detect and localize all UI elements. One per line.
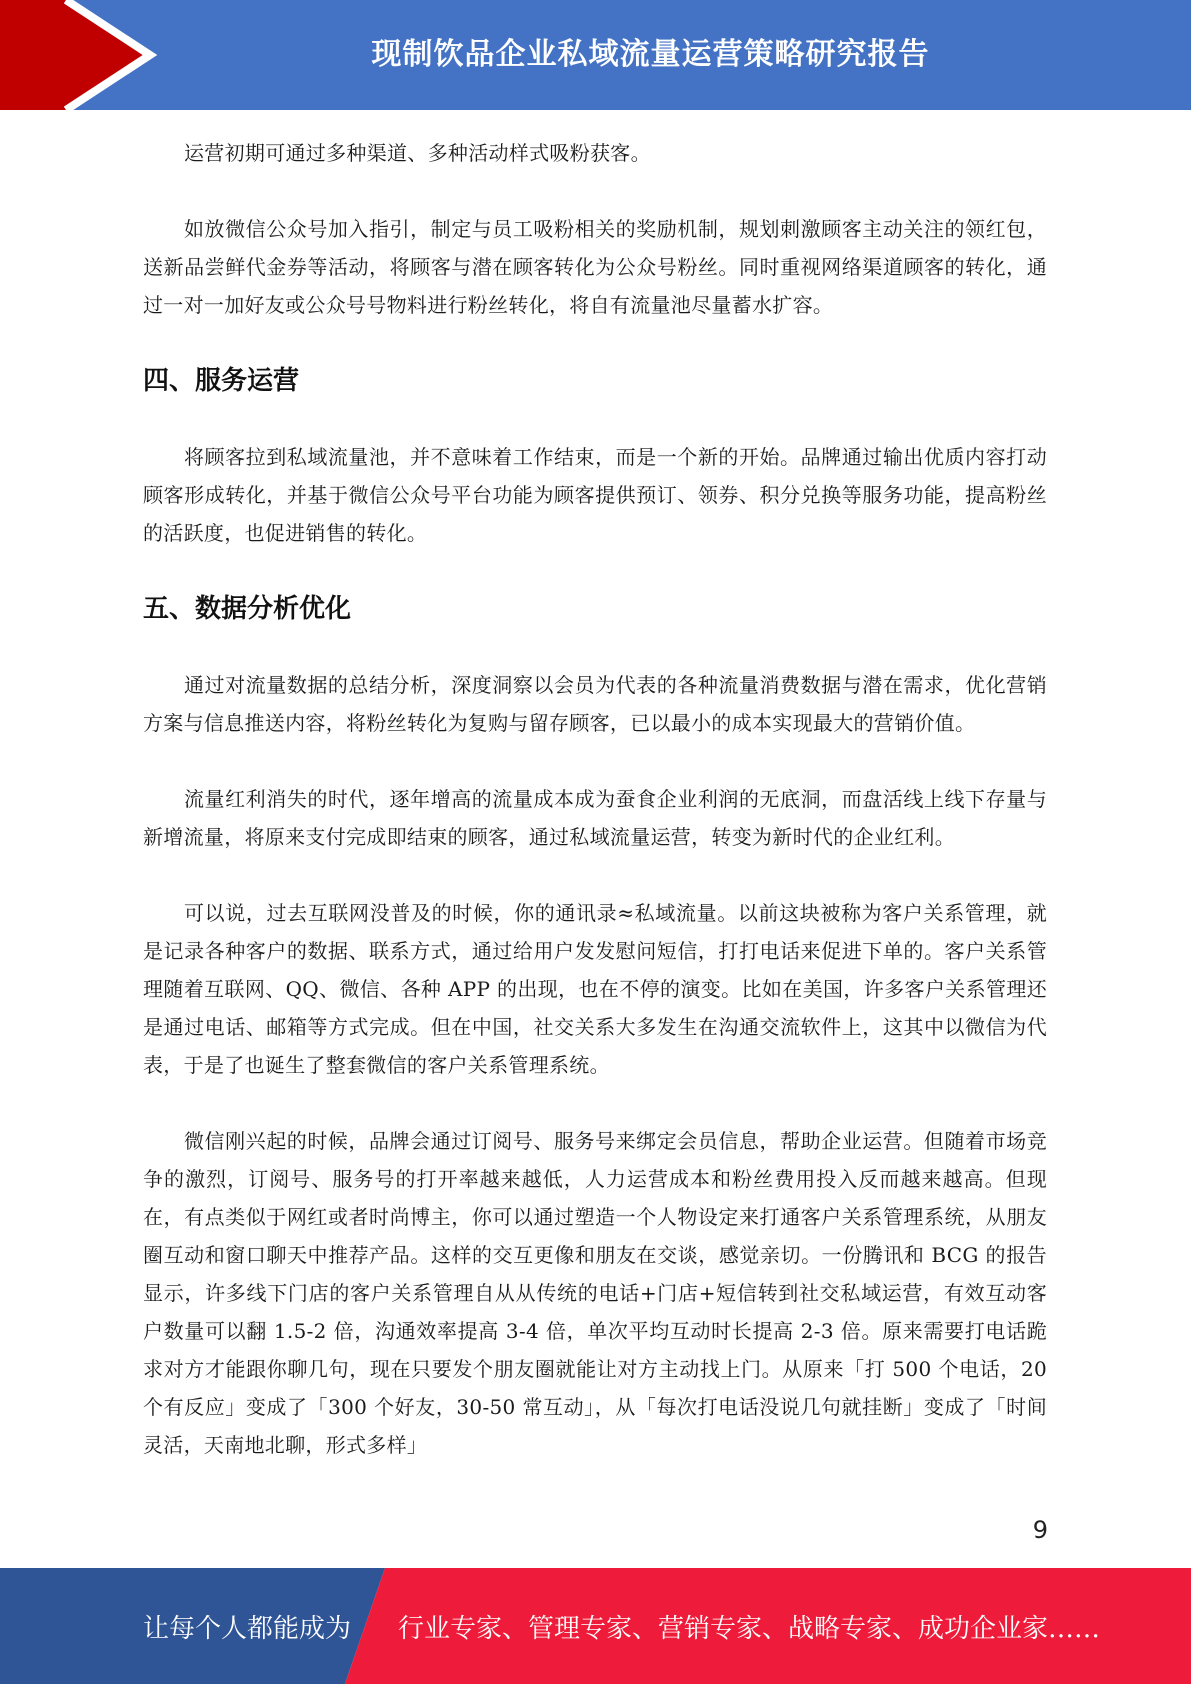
report-title: 现制饮品企业私域流量运营策略研究报告 — [371, 37, 930, 72]
section-heading: 五、数据分析优化 — [143, 594, 352, 624]
footer-slogan-right: 行业专家、管理专家、营销专家、战略专家、成功企业家…… — [398, 1613, 1101, 1644]
paragraph: 运营初期可通过多种渠道、多种活动样式吸粉获客。 — [184, 141, 651, 165]
paragraph: 微信刚兴起的时候，品牌会通过订阅号、服务号来绑定会员信息，帮助企业运营。但随着市场竞争的激烈，订阅号、服务号的打开率越来越低，人力运营成本和粉丝费用投入反而越来越高。但现在，有点类似于网红或者时尚博主，你可以通过塑造一个人物设定来打通客户关系管理系统，从朋友圈互动和窗口聊天中推荐产品。这样的交互更像和朋友在交谈，感觉亲切。一份腾讯和 BCG 的报告显示，许多线下门店的客户关系管理自从从传统的电话+门店+短信转到社交私域运营，有效互动客户数量可以翻 1.5-2 倍，沟通效率提高 3-4 倍，单次平均互动时长提高 2-3 倍。原来需要打电话跪求对方才能跟你聊几句，现在只要发个朋友圈就能让对方主动找上门。从原来「打 500 个电话，20 个有反应」变成了「300 个好友，30-50 常互动」，从「每次打电话没说几句就挂断」变成了「时间灵活，天南地北聊，形式多样」 — [143, 1129, 1047, 1457]
paragraph: 如放微信公众号加入指引，制定与员工吸粉相关的奖励机制，规划刺激顾客主动关注的领红包，送新品尝鲜代金券等活动，将顾客与潜在顾客转化为公众号粉丝。同时重视网络渠道顾客的转化，通过一对一加好友或公众号号物料进行粉丝转化，将自有流量池尽量蓄水扩容。 — [143, 217, 1047, 317]
paragraph: 将顾客拉到私域流量池，并不意味着工作结束，而是一个新的开始。品牌通过输出优质内容打动顾客形成转化，并基于微信公众号平台功能为顾客提供预订、领券、积分兑换等服务功能，提高粉丝的活跃度，也促进销售的转化。 — [143, 445, 1047, 545]
page-number: 9 — [1032, 1516, 1048, 1544]
paragraph: 通过对流量数据的总结分析，深度洞察以会员为代表的各种流量消费数据与潜在需求，优化营销方案与信息推送内容，将粉丝转化为复购与留存顾客，已以最小的成本实现最大的营销价值。 — [143, 673, 1047, 735]
section-heading: 四、服务运营 — [143, 366, 300, 396]
page-footer — [0, 1568, 1191, 1684]
footer-slogan-left: 让每个人都能成为 — [143, 1613, 352, 1644]
page-header — [0, 0, 1191, 110]
paragraph: 可以说，过去互联网没普及的时候，你的通讯录≈私域流量。以前这块被称为客户关系管理，就是记录各种客户的数据、联系方式，通过给用户发发慰问短信，打打电话来促进下单的。客户关系管理随着互联网、QQ、微信、各种 APP 的出现，也在不停的演变。比如在美国，许多客户关系管理还是通过电话、邮箱等方式完成。但在中国，社交关系大多发生在沟通交流软件上，这其中以微信为代表，于是了也诞生了整套微信的客户关系管理系统。 — [143, 901, 1047, 1077]
page-content — [143, 134, 1047, 1464]
paragraph: 流量红利消失的时代，逐年增高的流量成本成为蚕食企业利润的无底洞，而盘活线上线下存量与新增流量，将原来支付完成即结束的顾客，通过私域流量运营，转变为新时代的企业红利。 — [143, 787, 1047, 849]
